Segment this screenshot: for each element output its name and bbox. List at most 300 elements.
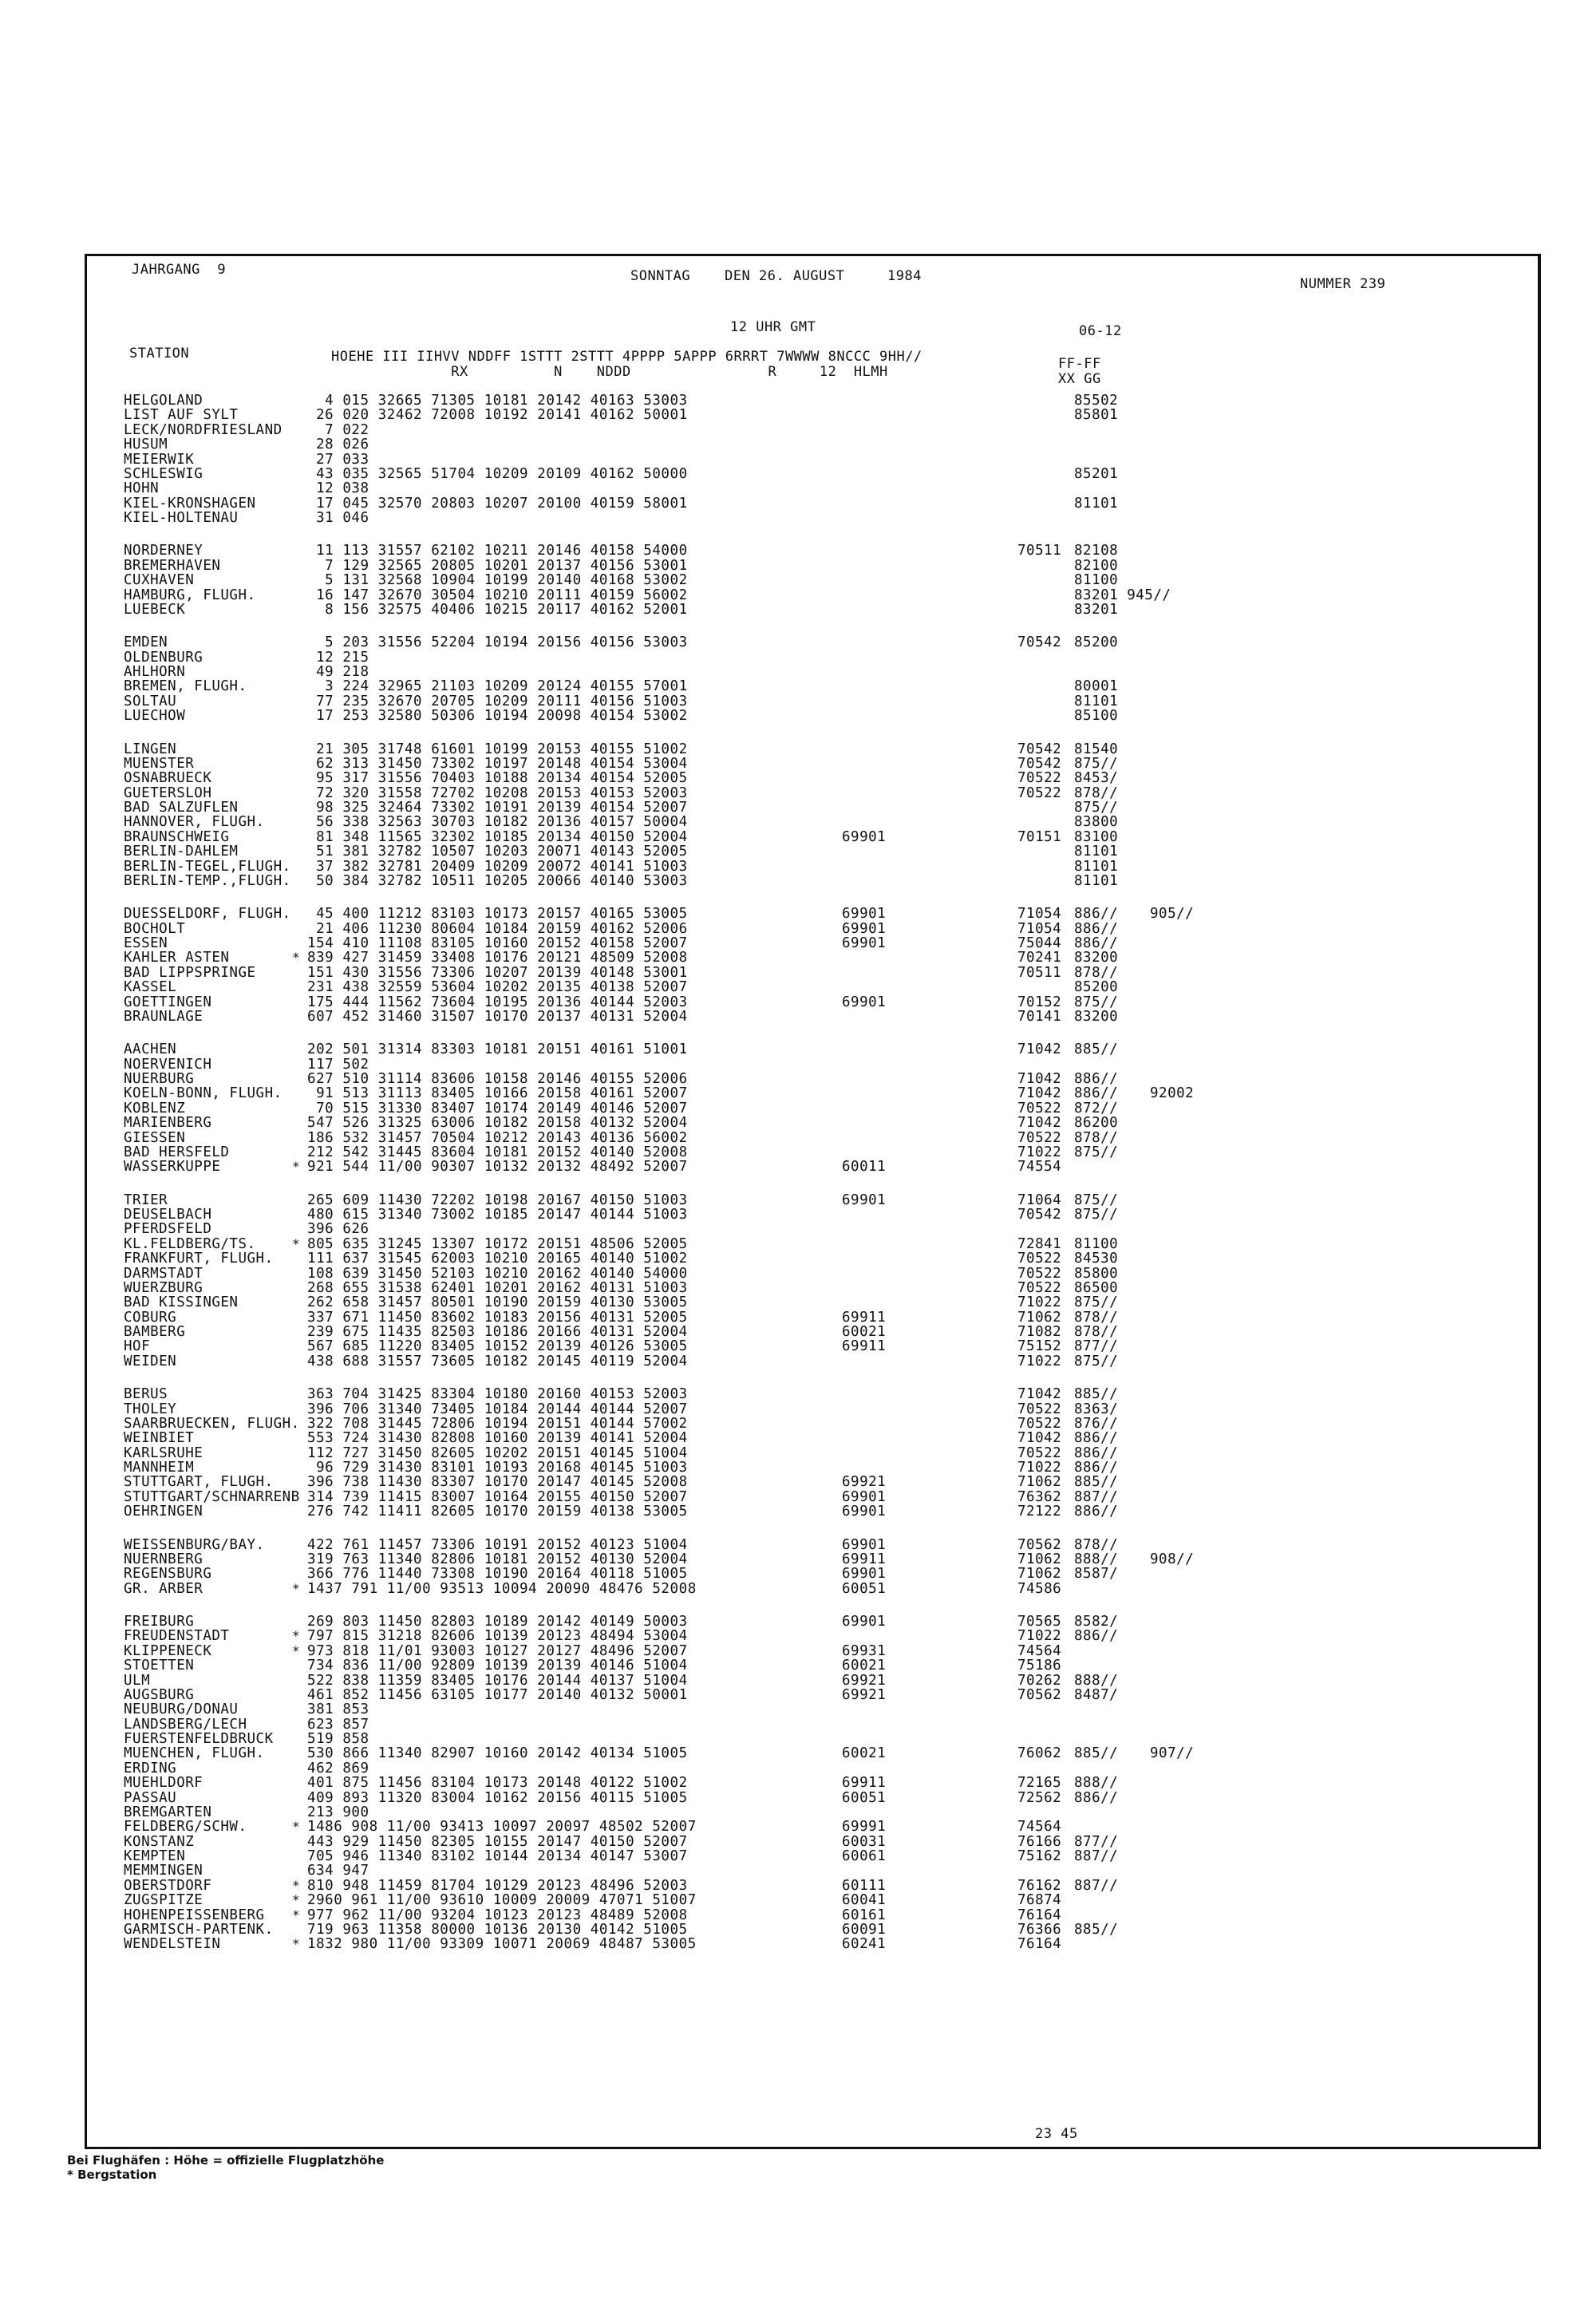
station-name: HAMBURG, FLUGH. (124, 587, 256, 603)
table-row (124, 573, 1480, 587)
table-row (124, 830, 1480, 844)
synop-data: 805 635 31245 13307 10172 20151 48506 52005 (307, 1235, 688, 1252)
group-7-value: 71054 (1017, 920, 1062, 937)
station-name: MANNHEIM (124, 1460, 195, 1476)
synop-data: 269 803 11450 82803 10189 20142 40149 50003 (307, 1614, 688, 1630)
station-name: MARIENBERG (124, 1115, 212, 1132)
station-name: BERLIN-TEMP.,FLUGH. (124, 872, 291, 889)
mountain-marker: * (292, 1235, 300, 1251)
station-name: LINGEN (124, 741, 177, 757)
table-row (124, 800, 1480, 815)
group-7-value: 71022 (1017, 1628, 1062, 1645)
group-6-value: 69901 (842, 1566, 887, 1583)
table-row (124, 1893, 1480, 1907)
station-name: GUETERSLOH (124, 784, 212, 801)
station-name: AACHEN (124, 1041, 177, 1058)
table-row (124, 1674, 1480, 1688)
group-7-value: 70522 (1017, 784, 1062, 801)
table-row (124, 709, 1480, 723)
synop-data: 28 026 (307, 437, 369, 453)
period-label: 06-12 (1079, 323, 1122, 339)
group-7-value: 70542 (1017, 755, 1062, 772)
table-row (124, 922, 1480, 936)
station-name: MUENCHEN, FLUGH. (124, 1745, 265, 1762)
group-7-value: 74564 (1017, 1642, 1062, 1659)
synop-data: 151 430 31556 73306 10207 20139 40148 53001 (307, 964, 688, 981)
table-row (124, 1908, 1480, 1923)
synop-data: 21 406 11230 80604 10184 20159 40162 52006 (307, 920, 688, 937)
group-8-value: 886// (1074, 906, 1119, 923)
synop-data: 396 738 11430 83307 10170 20147 40145 52008 (307, 1474, 688, 1491)
table-row (124, 1658, 1480, 1673)
group-8-value: 875// (1074, 800, 1119, 816)
period-value: 23 45 (1035, 2126, 1078, 2142)
group-6-value: 69901 (842, 1191, 887, 1208)
group-6-value: 60031 (842, 1833, 887, 1850)
synop-data: 239 675 11435 82503 10186 20166 40131 52004 (307, 1324, 688, 1340)
station-name: WEINBIET (124, 1430, 195, 1447)
group-8-value: 85801 (1074, 407, 1119, 424)
station-name: WASSERKUPPE (124, 1159, 221, 1176)
station-name: STUTTGART/SCHNARRENB (124, 1488, 300, 1505)
footnote-mountain: * Bergstation (67, 2168, 157, 2182)
table-row (124, 481, 1480, 496)
synop-data: 977 962 11/00 93204 10123 20123 48489 52008 (307, 1907, 688, 1923)
group-7-value: 71082 (1017, 1324, 1062, 1340)
synop-data: 51 381 32782 10507 10203 20071 40143 52005 (307, 844, 688, 860)
table-row (124, 496, 1480, 511)
synop-data: 480 615 31340 73002 10185 20147 40144 51003 (307, 1207, 688, 1223)
synop-data: 91 513 31113 83405 10166 20158 40161 52007 (307, 1085, 688, 1102)
synop-data: 112 727 31450 82605 10202 20151 40145 51004 (307, 1444, 688, 1461)
synop-data: 37 382 32781 20409 10209 20072 40141 51003 (307, 858, 688, 875)
synop-data: 108 639 31450 52103 10210 20162 40140 54000 (307, 1265, 688, 1282)
group-8-value: 878// (1074, 1129, 1119, 1146)
table-row (124, 437, 1480, 452)
group-8-value: 875// (1074, 1294, 1119, 1311)
station-name: GOETTINGEN (124, 994, 212, 1010)
group-7-value: 70542 (1017, 634, 1062, 651)
group-7-value: 72841 (1017, 1235, 1062, 1252)
group-8-value: 81101 (1074, 693, 1119, 709)
station-name: BREMEN, FLUGH. (124, 678, 247, 695)
station-name: OLDENBURG (124, 649, 203, 666)
station-name: BRAUNSCHWEIG (124, 828, 230, 845)
station-name: STOETTEN (124, 1658, 195, 1674)
station-name: KL.FELDBERG/TS. (124, 1235, 256, 1252)
group-7-value: 70542 (1017, 741, 1062, 757)
table-row (124, 1567, 1480, 1581)
synop-data: 438 688 31557 73605 10182 20145 40119 52004 (307, 1353, 688, 1369)
station-name: FREIBURG (124, 1614, 195, 1630)
synop-data: 734 836 11/00 92809 10139 20139 40146 51004 (307, 1658, 688, 1674)
group-8-value: 886// (1074, 920, 1119, 937)
group-7-value: 76164 (1017, 1907, 1062, 1923)
group-7-value: 76164 (1017, 1936, 1062, 1953)
table-row (124, 1251, 1480, 1266)
station-name: KAHLER ASTEN (124, 950, 230, 966)
table-row (124, 1937, 1480, 1951)
station-name: BAD KISSINGEN (124, 1294, 239, 1311)
table-row (124, 1267, 1480, 1281)
group-8-value: 80001 (1074, 678, 1119, 695)
table-row (124, 694, 1480, 709)
table-row (124, 1295, 1480, 1310)
group-8-value: 886// (1074, 1789, 1119, 1806)
group-7-value: 71022 (1017, 1294, 1062, 1311)
station-name: MUENSTER (124, 755, 195, 772)
synop-data: 202 501 31314 83303 10181 20151 40161 51001 (307, 1041, 688, 1058)
group-6-value: 69911 (842, 1775, 887, 1792)
station-name: KIEL-KRONSHAGEN (124, 495, 256, 512)
mountain-marker: * (292, 950, 300, 966)
group-7-value: 71042 (1017, 1430, 1062, 1447)
station-name: BAMBERG (124, 1324, 186, 1340)
synop-data: 553 724 31430 82808 10160 20139 40141 52004 (307, 1430, 688, 1447)
station-name: SOLTAU (124, 693, 177, 709)
group-8-value: 888// (1074, 1551, 1119, 1567)
group-7-value: 72562 (1017, 1789, 1062, 1806)
synop-data: 213 900 (307, 1804, 369, 1820)
group-8-value: 875// (1074, 755, 1119, 772)
observation-time: 12 UHR GMT (730, 319, 816, 335)
group-8-value: 86500 (1074, 1279, 1119, 1296)
station-name: HELGOLAND (124, 393, 203, 409)
gust-header-2: XX GG (1058, 371, 1101, 387)
table-row (124, 559, 1480, 573)
mountain-marker: * (292, 1628, 300, 1644)
group-8-value: 81540 (1074, 741, 1119, 757)
group-7-value: 76162 (1017, 1877, 1062, 1894)
table-row (124, 936, 1480, 950)
station-name: BERUS (124, 1386, 168, 1403)
group-8-value: 886// (1074, 1504, 1119, 1520)
synop-data: 921 544 11/00 90307 10132 20132 48492 52007 (307, 1159, 688, 1176)
group-7-value: 70151 (1017, 828, 1062, 845)
group-6-value: 60011 (842, 1159, 887, 1176)
table-row (124, 1339, 1480, 1354)
station-name: ULM (124, 1672, 151, 1689)
group-8-value: 875// (1074, 1191, 1119, 1208)
group-8-value: 878// (1074, 1324, 1119, 1340)
station-table (124, 393, 1480, 1952)
group-7-value: 71062 (1017, 1309, 1062, 1326)
group-6-value: 69901 (842, 906, 887, 923)
group-8-value: 878// (1074, 1309, 1119, 1326)
group-8-value: 885// (1074, 1921, 1119, 1938)
station-name: KOBLENZ (124, 1100, 186, 1116)
group-6-value: 60091 (842, 1921, 887, 1938)
station-name: BRAUNLAGE (124, 1008, 203, 1025)
table-row (124, 408, 1480, 422)
synop-data: 314 739 11415 83007 10164 20155 40150 52007 (307, 1488, 688, 1505)
synop-data: 186 532 31457 70504 10212 20143 40136 56002 (307, 1129, 688, 1146)
synop-data: 262 658 31457 80501 10190 20159 40130 53005 (307, 1294, 688, 1311)
group-8-value: 887// (1074, 1848, 1119, 1864)
table-row (124, 1732, 1480, 1746)
synop-data: 519 858 (307, 1731, 369, 1747)
group-8-value: 83201 945// (1074, 587, 1171, 603)
synop-data: 337 671 11450 83602 10183 20156 40131 52005 (307, 1309, 688, 1326)
group-8-value: 888// (1074, 1672, 1119, 1689)
group-8-value: 81100 (1074, 572, 1119, 589)
synop-data: 70 515 31330 83407 10174 20149 40146 52007 (307, 1100, 688, 1116)
station-name: HOHENPEISSENBERG (124, 1907, 265, 1923)
group-7-value: 70241 (1017, 950, 1062, 966)
synop-data: 17 045 32570 20803 10207 20100 40159 58001 (307, 495, 688, 512)
group-8-value: 85502 (1074, 393, 1119, 409)
group-9-value: 907// (1150, 1745, 1195, 1762)
station-name: TRIER (124, 1191, 168, 1208)
station-name: LECK/NORDFRIESLAND (124, 421, 282, 438)
group-6-value: 69991 (842, 1819, 887, 1836)
table-row (124, 1010, 1480, 1024)
group-7-value: 70522 (1017, 1265, 1062, 1282)
group-7-value: 70152 (1017, 994, 1062, 1010)
table-row (124, 543, 1480, 558)
station-name: GARMISCH-PARTENK. (124, 1921, 274, 1938)
table-row (124, 635, 1480, 650)
synop-data: 2960 961 11/00 93610 10009 20009 47071 51007 (307, 1892, 697, 1909)
synop-data: 56 338 32563 30703 10182 20136 40157 50004 (307, 814, 688, 831)
table-row (124, 1057, 1480, 1072)
group-6-value: 69901 (842, 935, 887, 951)
group-6-value: 69911 (842, 1338, 887, 1355)
station-name: BAD SALZUFLEN (124, 800, 239, 816)
station-name: WEIDEN (124, 1353, 177, 1369)
synop-data: 268 655 31538 62401 10201 20162 40131 51003 (307, 1279, 688, 1296)
group-6-value: 69921 (842, 1474, 887, 1491)
station-name: WEISSENBURG/BAY. (124, 1536, 265, 1553)
station-name: ESSEN (124, 935, 168, 951)
table-row (124, 1310, 1480, 1325)
station-name: FRANKFURT, FLUGH. (124, 1251, 274, 1267)
group-7-value: 76874 (1017, 1892, 1062, 1909)
synop-data: 81 348 11565 32302 10185 20134 40150 52004 (307, 828, 688, 845)
group-7-value: 70522 (1017, 1100, 1062, 1116)
station-name: LUECHOW (124, 708, 186, 725)
station-name: CUXHAVEN (124, 572, 195, 589)
synop-data: 319 763 11340 82806 10181 20152 40130 52004 (307, 1551, 688, 1567)
synop-data: 530 866 11340 82907 10160 20142 40134 51005 (307, 1745, 688, 1762)
station-name: NEUBURG/DONAU (124, 1701, 239, 1718)
group-8-value: 887// (1074, 1488, 1119, 1505)
mountain-marker: * (292, 1819, 300, 1835)
issue-date: SONNTAG DEN 26. AUGUST 1984 (630, 268, 922, 284)
station-name: HOF (124, 1338, 151, 1355)
station-name: KEMPTEN (124, 1848, 186, 1864)
table-row (124, 1193, 1480, 1207)
group-7-value: 70141 (1017, 1008, 1062, 1025)
table-row (124, 1849, 1480, 1863)
mountain-marker: * (292, 1877, 300, 1893)
synop-data: 26 020 32462 72008 10192 20141 40162 50001 (307, 407, 688, 424)
table-row (124, 995, 1480, 1010)
group-6-value: 69901 (842, 920, 887, 937)
station-name: COBURG (124, 1309, 177, 1326)
group-7-value: 71054 (1017, 906, 1062, 923)
table-row (124, 1863, 1480, 1878)
group-7-value: 70522 (1017, 770, 1062, 787)
table-row (124, 860, 1480, 874)
group-6-value: 69921 (842, 1686, 887, 1703)
synop-data: 231 438 32559 53604 10202 20135 40138 52007 (307, 979, 688, 996)
station-name: NUERBURG (124, 1071, 195, 1087)
station-name: DEUSELBACH (124, 1207, 212, 1223)
group-6-value: 60161 (842, 1907, 887, 1923)
synop-data: 27 033 (307, 451, 369, 468)
table-row (124, 1614, 1480, 1629)
station-name: OBERSTDORF (124, 1877, 212, 1894)
group-8-value: 886// (1074, 1071, 1119, 1087)
synop-data: 396 706 31340 73405 10184 20144 40144 52007 (307, 1401, 688, 1417)
table-row (124, 1460, 1480, 1475)
group-7-value: 74564 (1017, 1819, 1062, 1836)
group-8-value: 8363/ (1074, 1401, 1119, 1417)
synop-data: 322 708 31445 72806 10194 20151 40144 57002 (307, 1415, 688, 1432)
table-row (124, 1402, 1480, 1417)
table-row (124, 771, 1480, 785)
group-6-value: 69911 (842, 1551, 887, 1567)
group-8-value: 885// (1074, 1386, 1119, 1403)
group-7-value: 75152 (1017, 1338, 1062, 1355)
group-6-value: 69901 (842, 1488, 887, 1505)
mountain-marker: * (292, 1159, 300, 1175)
gust-header-1: FF-FF (1058, 356, 1101, 372)
synop-data: 4 015 32665 71305 10181 20142 40163 53003 (307, 393, 688, 409)
synop-data: 31 046 (307, 510, 369, 526)
table-row (124, 1116, 1480, 1130)
group-7-value: 70565 (1017, 1614, 1062, 1630)
station-name: HOHN (124, 480, 160, 497)
group-9-value: 905// (1150, 906, 1195, 923)
synop-data: 77 235 32670 20705 10209 20111 40156 51003 (307, 693, 688, 709)
group-7-value: 71042 (1017, 1085, 1062, 1102)
table-row (124, 844, 1480, 859)
group-7-value: 71022 (1017, 1144, 1062, 1160)
table-row (124, 1552, 1480, 1567)
group-8-value: 82100 (1074, 557, 1119, 574)
station-name: AUGSBURG (124, 1686, 195, 1703)
synop-data: 443 929 11450 82305 10155 20147 40150 52007 (307, 1833, 688, 1850)
synop-data: 1486 908 11/00 93413 10097 20097 48502 52007 (307, 1819, 697, 1836)
table-row (124, 665, 1480, 679)
group-8-value: 85800 (1074, 1265, 1119, 1282)
group-7-value: 72122 (1017, 1504, 1062, 1520)
group-7-value: 74586 (1017, 1580, 1062, 1597)
group-7-value: 75186 (1017, 1658, 1062, 1674)
table-row (124, 1160, 1480, 1174)
group-7-value: 71042 (1017, 1041, 1062, 1058)
group-7-value: 71062 (1017, 1566, 1062, 1583)
synop-data: 95 317 31556 70403 10188 20134 40154 52005 (307, 770, 688, 787)
synop-data: 462 869 (307, 1760, 369, 1776)
synop-data: 5 131 32568 10904 10199 20140 40168 53002 (307, 572, 688, 589)
issue-number: NUMMER 239 (1300, 276, 1386, 292)
synop-data: 265 609 11430 72202 10198 20167 40150 51003 (307, 1191, 688, 1208)
synop-data: 12 215 (307, 649, 369, 666)
table-row (124, 1417, 1480, 1431)
table-row (124, 1504, 1480, 1519)
table-row (124, 1431, 1480, 1445)
group-6-value: 60041 (842, 1892, 887, 1909)
table-row (124, 815, 1480, 829)
group-8-value: 8587/ (1074, 1566, 1119, 1583)
group-6-value: 69901 (842, 828, 887, 845)
mountain-marker: * (292, 1907, 300, 1923)
group-7-value: 70511 (1017, 964, 1062, 981)
synop-data: 21 305 31748 61601 10199 20153 40155 51002 (307, 741, 688, 757)
synop-data: 607 452 31460 31507 10170 20137 40131 52004 (307, 1008, 688, 1025)
table-row (124, 452, 1480, 467)
group-8-value: 877// (1074, 1833, 1119, 1850)
station-name: ERDING (124, 1760, 177, 1776)
group-8-value: 886// (1074, 1628, 1119, 1645)
group-7-value: 70562 (1017, 1686, 1062, 1703)
group-8-value: 885// (1074, 1041, 1119, 1058)
group-7-value: 71022 (1017, 1460, 1062, 1476)
station-name: FREUDENSTADT (124, 1628, 230, 1645)
station-name: FUERSTENFELDBRUCK (124, 1731, 274, 1747)
group-6-value: 69901 (842, 1614, 887, 1630)
group-8-value: 887// (1074, 1877, 1119, 1894)
table-row (124, 950, 1480, 965)
group-8-value: 83200 (1074, 1008, 1119, 1025)
group-8-value: 876// (1074, 1415, 1119, 1432)
group-6-value: 69901 (842, 1536, 887, 1553)
group-7-value: 76362 (1017, 1488, 1062, 1505)
group-7-value: 70522 (1017, 1279, 1062, 1296)
table-row (124, 1791, 1480, 1805)
synop-data: 396 626 (307, 1221, 369, 1238)
group-8-value: 86200 (1074, 1115, 1119, 1132)
group-8-value: 85200 (1074, 979, 1119, 996)
station-column-header: STATION (129, 346, 190, 362)
group-8-value: 886// (1074, 935, 1119, 951)
synop-data: 117 502 (307, 1056, 369, 1073)
mountain-marker: * (292, 1936, 300, 1952)
synop-data: 719 963 11358 80000 10136 20130 40142 51005 (307, 1921, 688, 1938)
group-6-value: 69931 (842, 1642, 887, 1659)
mountain-marker: * (292, 1642, 300, 1658)
group-6-value: 60051 (842, 1789, 887, 1806)
group-8-value: 878// (1074, 1536, 1119, 1553)
group-7-value: 70522 (1017, 1251, 1062, 1267)
group-8-value: 83100 (1074, 828, 1119, 845)
synop-data: 111 637 31545 62003 10210 20165 40140 51002 (307, 1251, 688, 1267)
group-8-value: 84530 (1074, 1251, 1119, 1267)
group-8-value: 872// (1074, 1100, 1119, 1116)
group-7-value: 74554 (1017, 1159, 1062, 1176)
synop-data: 11 113 31557 62102 10211 20146 40158 54000 (307, 543, 688, 559)
station-name: SAARBRUECKEN, FLUGH. (124, 1415, 300, 1432)
table-row (124, 588, 1480, 603)
group-7-value: 70522 (1017, 1401, 1062, 1417)
table-row (124, 742, 1480, 757)
code-columns-header-2: RX N NDDD R 12 HLMH (331, 364, 888, 380)
group-7-value: 70511 (1017, 543, 1062, 559)
synop-data: 1437 791 11/00 93513 10094 20090 48476 52008 (307, 1580, 697, 1597)
station-name: HUSUM (124, 437, 168, 453)
synop-data: 7 129 32565 20805 10201 20137 40156 53001 (307, 557, 688, 574)
synop-data: 3 224 32965 21103 10209 20124 40155 57001 (307, 678, 688, 695)
synop-data: 422 761 11457 73306 10191 20152 40123 51004 (307, 1536, 688, 1553)
station-name: NOERVENICH (124, 1056, 212, 1073)
group-7-value: 75162 (1017, 1848, 1062, 1864)
table-row (124, 980, 1480, 994)
station-name: KONSTANZ (124, 1833, 195, 1850)
group-8-value: 885// (1074, 1474, 1119, 1491)
